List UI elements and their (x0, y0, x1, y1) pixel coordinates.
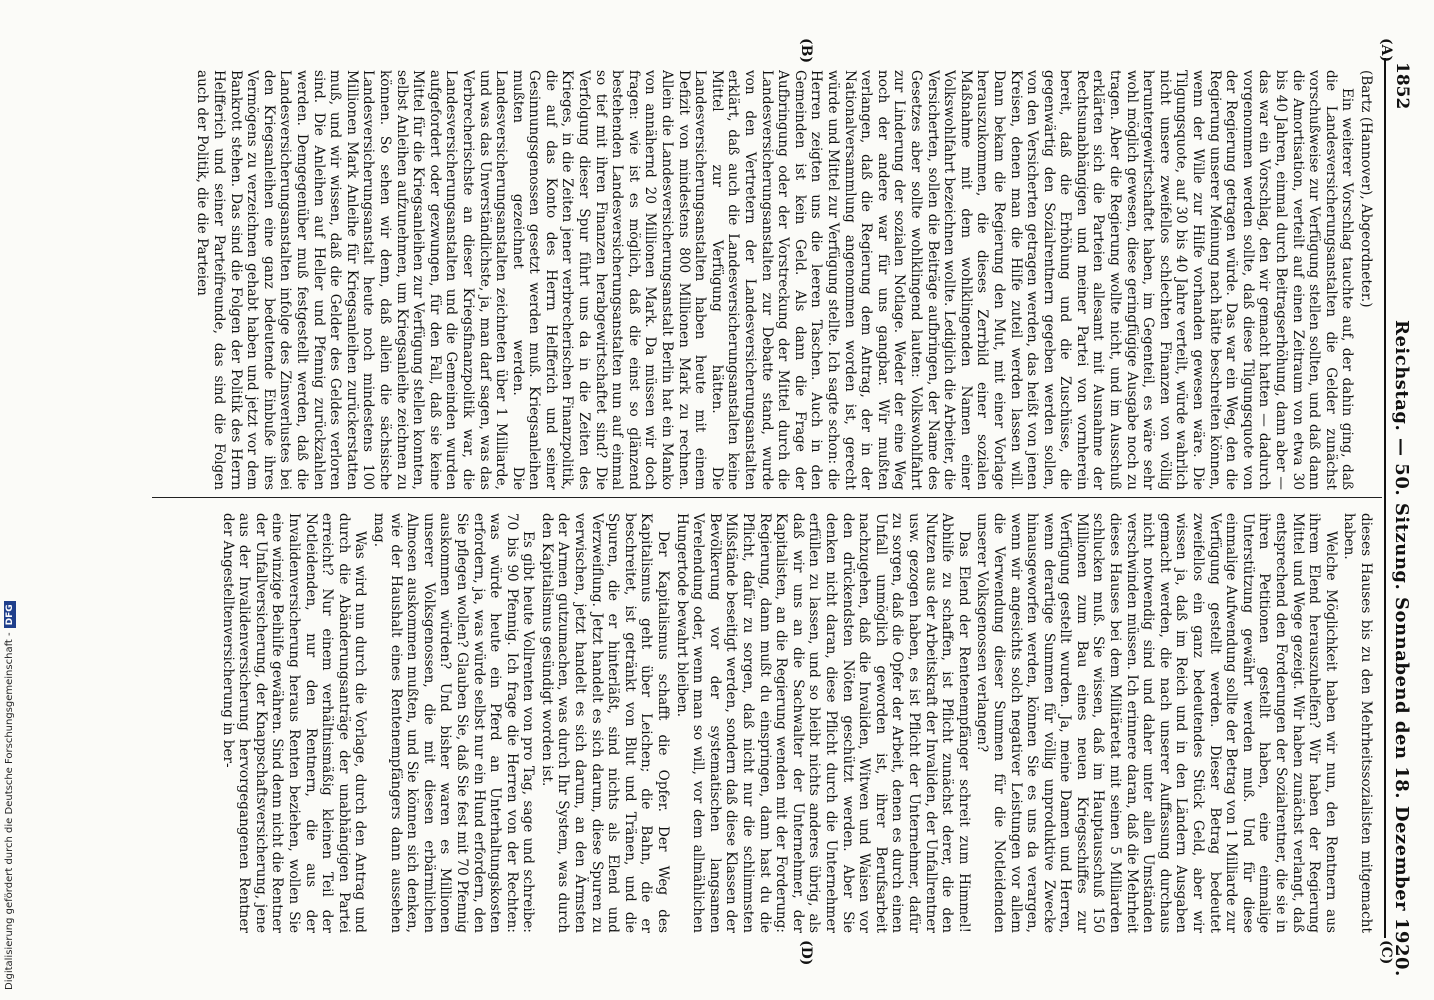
margin-marker-a: (A) (1378, 38, 1394, 63)
running-header: Reichstag. — 50. Sitzung. Sonnabend den 18. Dezember 1920. (1391, 320, 1412, 977)
paragraph: Welche Möglichkeit haben wir nun, den Rentnern aus ihrem Elend herauszuhelfen? Wir haben der Regierung Mittel und Wege gezeigt. Wir haben zunächst verlangt, daß entsprechend den Forderungen der Sozialrentner, die sie in ihren Petitionen gestellt haben, eine einmalige Unterstützung gewährt werden muß. Und für diese einmalige Aufwendung sollte der Betrag von 1 Milliarde zur Verfügung gestellt werden. Dieser Betrag bedeutet zweifellos ein ganz bedeutendes Stück Geld, aber wir wissen ja, daß im Reich und in den Ländern Ausgaben gemacht werden, die nach unserer Auffassung durchaus nicht notwendig sind und daher unter allen Umständen verschwinden müssen. Ich erinnere daran, daß die Mehrheit dieses Hauses bei dem Militäretat mit seinen 5 Milliarden schlucken muß. Sie wissen, daß im Hauptausschuß 150 Millionen zum Bau eines neuen Kriegsschiffes zur Verfügung gestellt wurden. Ja, meine Damen und Herren, wenn derartige Summen für völlig unproduktive Zwecke hinausgeworfen werden, können Sie es uns da verargen, wenn wir angesichts solch negativer Leistungen vor allem die Verwendung dieser Summen für die Notleidenden unserer Volksgenossen verlangen? (974, 513, 1339, 933)
page-number: 1852 (1392, 62, 1412, 110)
dfg-logo: DFG (4, 601, 16, 628)
paragraph: Der Kapitalismus schafft die Opfer. Der Weg des Kapitalismus geht über Leichen; die Bahn, die er beschreitet, ist getränkt von Blut und Tränen, und die Spuren, die er hinterläßt, sind nichts als Elend und Verzweiflung. Jetzt handelt es sich darum, diese Spuren zu verwischen, jetzt handelt es sich darum, an den Ärmsten der Armen gutzumachen, was durch Ihr System, was durch den Kapitalismus gesündigt worden ist. (538, 513, 672, 933)
margin-marker-b: (B) (798, 38, 814, 64)
margin-marker-c: (C) (1378, 940, 1394, 965)
credit-text: Digitalisierung gefördert durch die Deutsche Forschungsgemeinschaft - (4, 632, 15, 990)
paragraph: Ein weiterer Vorschlag tauchte auf, der dahin ging, daß die Landesversicherungsanstalten die Gelder zunächst vorschußweise zur Verfügung stellen sollten, und daß dann die Amortisation, verteilt auf einen Zeitraum von etwa 30 bis 40 Jahren, einmal durch Beitragserhöhung, dann aber — das war ein Vorschlag, den wir gemacht hatten — dadurch vorgenommen werden sollte, daß diese Tilgungsquote von der Regierung getragen würde. Das war ein Weg, den die Regierung unserer Meinung nach hätte beschreiten können, wenn der Wille zur Hilfe vorhanden gewesen wäre. Die Tilgungsquote, auf 30 bis 40 Jahre verteilt, würde wahrlich nicht unsere zweifellos schlechten Finanzen von völlig heruntergewirtschaftet haben, im Gegenteil, es wäre sehr wohl möglich gewesen, diese geringfügige Ausgabe noch zu tragen. Aber die Regierung wollte nicht, und im Ausschuß erklärten sich die Parteien allesamt mit Ausnahme der Rechtsunabhängigen und meiner Partei von vornherein bereit, daß die Erhöhung und die Zuschüsse, die gegenwärtig den Sozialrentnern gegeben werden sollen, von den Versicherten getragen werden, das heißt von jenen Kreisen, denen man die Hilfe zuteil werden lassen will. Dann bekam die Regierung den Mut, mit einer Vorlage herauszukommen, die dieses Zerrbild einer sozialen Maßnahme mit dem wohlklingenden Namen einer Volkswohlfahrt bezeichnen wollte. Lediglich die Arbeiter, die Versicherten, sollen die Beiträge aufbringen, der Name des Gesetzes aber sollte wohlklingend lauten: Volkswohlfahrt zur Linderung der sozialen Notlage. Weder der eine Weg noch der andere war für uns gangbar. Wir mußten verlangen, daß die Regierung dem Antrag, der in der Nationalversammlung angenommen worden ist, gerecht würde und Mittel zur Verfügung stellte. Ich sagte schon: die Herren zeigten uns die leeren Taschen. Auch in den Gemeinden ist kein Geld. Als dann die Frage der Aufbringung oder der Vorstreckung der Mittel durch die Landesversicherungsanstalten zur Debatte stand, wurde von den Vertretern der Landesversicherungsanstalten erklärt, daß auch die Landesversicherungsanstalten keine Mittel zur Verfügung hätten. Die Landesversicherungsanstalten haben heute mit einem Defizit von mindestens 800 Millionen Mark zu rechnen. Allein die Landesversicherungsanstalt Berlin hat ein Manko von annähernd 20 Millionen Mark. Da müssen wir doch fragen: wie ist es möglich, daß die einst so glänzend bestehenden Landesversicherungsanstalten nun auf einmal so tief mit ihren Finanzen herabgewirtschaftet sind? Die Verfolgung dieser Spur führt uns da in die Zeiten des Krieges, in die Zeiten jener verbrecherischen Finanzpolitik, die auf das Konto des Herrn Helfferich und seiner Gesinnungsgenossen gesetzt werden muß. Kriegsanleihen mußten gezeichnet werden. Die Landesversicherungsanstalten zeichneten über 1 Milliarde, und was das Unverständlichste, ja, man darf sagen, was das Verbrecherischste an dieser Kriegsfinanzpolitik war, die Landesversicherungsanstalten und die Gemeinden wurden aufgefordert oder gezwungen, für den Fall, daß sie keine Mittel für die Kriegsanleihen zur Verfügung stellen konnten, selbst Anleihen aufzunehmen, um Kriegsanleihe zeichnen zu können. So sehen wir denn, daß allein die sächsische Landesversicherungsanstalt heute noch mindestens 100 Millionen Mark Anleihe für Kriegsanleihen zurückerstatten muß, und wir wissen, daß die Gelder des Geldes verloren sind. Die Anleihen auf Heller und Pfennig zurückzahlen werden. Demgegenüber muß festgestellt werden, daß die Landesversicherungsanstalten infolge des Zinsverlustes bei den Kriegsanleihen eine ganz bedeutende Einbuße ihres Vermögens zu verzeichnen gehabt haben und jetzt vor dem Bankrott stehen. Das sind die Folgen der Politik des Herrn Helfferich und seiner Parteifreunde, das sind die Folgen auch der Politik, die die Parteien (194, 70, 1356, 490)
header-rule (1384, 58, 1386, 938)
speaker-line: (Bartz (Hannover), Abgeordneter.) (1358, 70, 1374, 308)
text-column-right (154, 513, 1374, 933)
text-column-left (154, 70, 1374, 490)
paragraph: dieses Hauses bis zu den Mehrheitssozialisten mitgemacht haben. (1341, 513, 1374, 933)
margin-marker-d: (D) (798, 940, 814, 966)
column-divider (152, 497, 1382, 498)
paragraph: Es gibt heute Vollrenten von pro Tag, sage und schreibe: 70 bis 90 Pfennig. Ich frage die Herren von der Rechten: was würde heute ein Pferd an Unterhaltungskosten erfordern, ja, was würde selbst nur ein Hund erfordern, den Sie pflegen wollen? Glauben Sie, daß Sie fest mit 70 Pfennig auskommen würden? Und bisher waren es Millionen unserer Volksgenossen, die mit diesen erbärmlichen Almosen auskommen mußten, und Sie können sich denken, wie der Haushalt eines Rentenempfängers dann aussehen mag. (370, 513, 537, 933)
paragraph: Das Elend der Rentenempfänger schreit zum Himmel! Abhilfe zu schaffen, ist Pflicht zunächst derer, die den Nutzen aus der Arbeitskraft der Invaliden, der Unfallrentner usw. gezogen haben, es ist Pflicht der Unternehmer, dafür zu sorgen, daß die Opfer der Arbeit, denen es durch einen Unfall unmöglich geworden ist, ihrer Berufsarbeit nachzugehen, daß die Invaliden, Witwen und Waisen vor den drückendsten Nöten geschützt werden. Aber Sie denken nicht daran, diese Pflicht durch die Unternehmer erfüllen zu lassen, und so bleibt nichts anderes übrig, als daß wir uns an die Sachwalter der Unternehmer, der Kapitalisten, an die Regierung wenden mit der Forderung: Regierung, dann mußt du einspringen, dann hast du die Pflicht, dafür zu sorgen, daß nicht nur die schlimmsten Mißstände beseitigt werden, sondern daß diese Klassen der Bevölkerung vor der systematischen langsamen Verelendung oder, wenn man so will, vor dem allmählichen Hungertode bewahrt bleiben. (673, 513, 972, 933)
digitization-credit (4, 601, 16, 990)
paragraph: Was wird nun durch die Vorlage, durch den Antrag und durch die Abänderungsanträge der unabhängigen Partei erreicht? Nur einem verhältnismäßig kleinen Teil der Notleidenden, nur den Rentnern, die aus der Invalidenversicherung heraus Renten beziehen, wollen Sie eine winzige Beihilfe gewähren. Sind denn nicht die Rentner der Unfallversicherung, der Knappschaftsversicherung, jene aus der Invalidenversicherung hervorgegangenen Rentner der Angestelltenversicherung in ber- (219, 513, 369, 933)
